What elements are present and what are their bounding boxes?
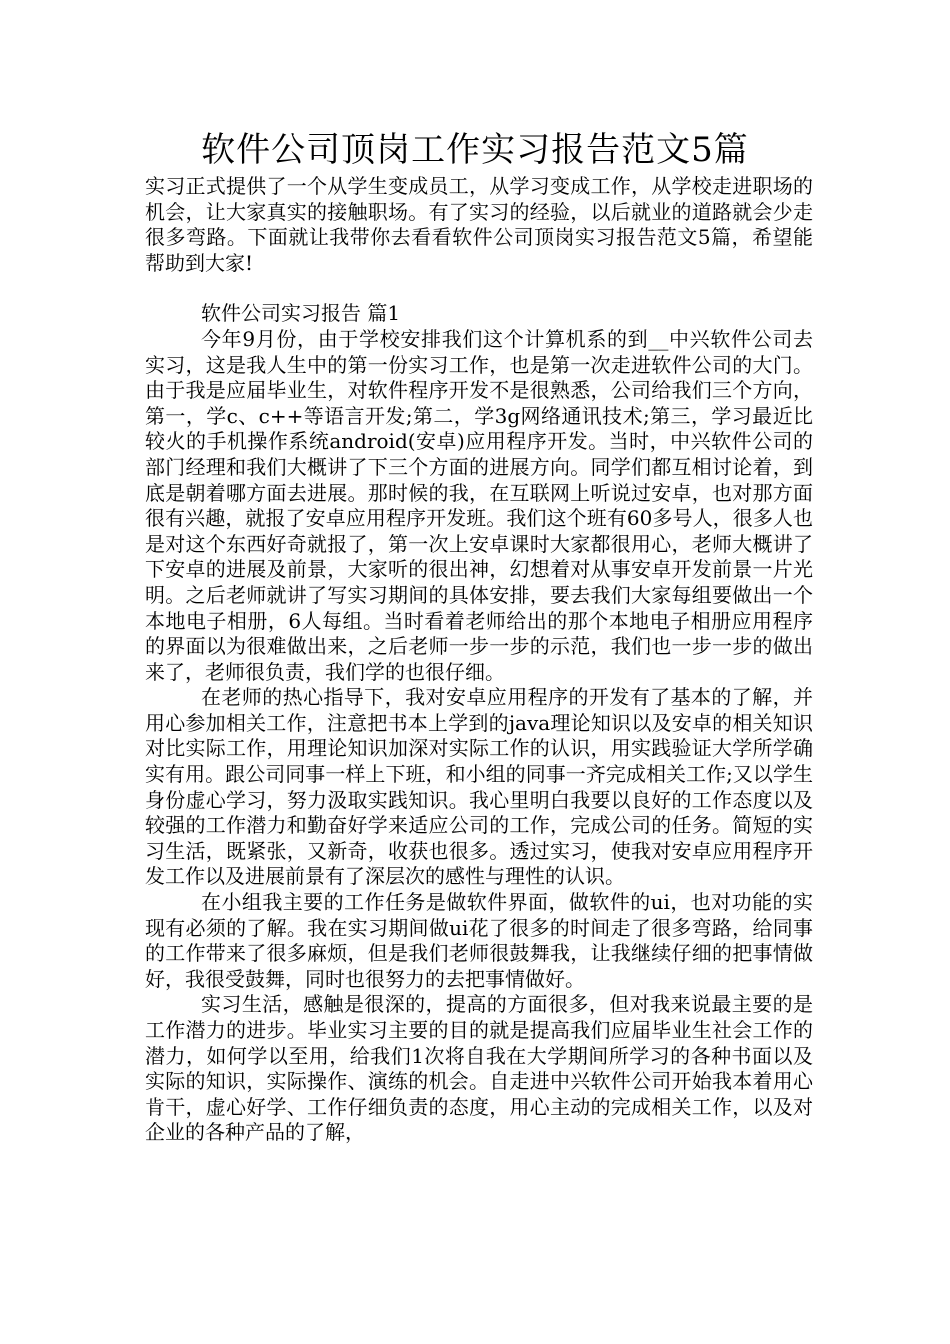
document-title: 软件公司顶岗工作实习报告范文5篇 — [201, 130, 749, 170]
intro-paragraph: 实习正式提供了一个从学生变成员工，从学习变成工作，从学校走进职场的机会，让大家真实的接触职场。有了实习的经验，以后就业的道路就会少走很多弯路。下面就让我带你去看看软件公司顶岗实习报告范文5篇，希望能帮助到大家! — [145, 174, 813, 275]
body-paragraph-3: 在小组我主要的工作任务是做软件界面，做软件的ui，也对功能的实现有必须的了解。我在实习期间做ui花了很多的时间走了很多弯路，给同事的工作带来了很多麻烦，但是我们老师很鼓舞我，让我继续仔细的把事情做好，我很受鼓舞，同时也很努力的去把事情做好。 — [145, 890, 813, 991]
section-heading: 软件公司实习报告 篇1 — [201, 301, 401, 326]
document-body — [145, 174, 813, 1146]
body-paragraph-1: 今年9月份，由于学校安排我们这个计算机系的到__中兴软件公司去实习，这是我人生中的第一份实习工作，也是第一次走进软件公司的大门。由于我是应届毕业生，对软件程序开发不是很熟悉，公司给我们三个方向，第一，学c、c++等语言开发;第二，学3g网络通讯技术;第三，学习最近比较火的手机操作系统android(安卓)应用程序开发。当时，中兴软件公司的部门经理和我们大概讲了下三个方面的进展方向。同学们都互相讨论着，到底是朝着哪方面去进展。那时候的我，在互联网上听说过安卓，也对那方面很有兴趣，就报了安卓应用程序开发班。我们这个班有60多号人，很多人也是对这个东西好奇就报了，第一次上安卓课时大家都很用心，老师大概讲了下安卓的进展及前景，大家听的很出神，幻想着对从事安卓开发前景一片光明。之后老师就讲了写实习期间的具体安排，要去我们大家每组要做出一个本地电子相册，6人每组。当时看着老师给出的那个本地电子相册应用程序的界面以为很难做出来，之后老师一步一步的示范，我们也一步一步的做出来了，老师很负责，我们学的也很仔细。 — [145, 326, 813, 684]
body-paragraph-2: 在老师的热心指导下，我对安卓应用程序的开发有了基本的了解，并用心参加相关工作，注意把书本上学到的java理论知识以及安卓的相关知识对比实际工作，用理论知识加深对实际工作的认识，用实践验证大学所学确实有用。跟公司同事一样上下班，和小组的同事一齐完成相关工作;又以学生身份虚心学习，努力汲取实践知识。我心里明白我要以良好的工作态度以及较强的工作潜力和勤奋好学来适应公司的工作，完成公司的任务。简短的实习生活，既紧张，又新奇，收获也很多。透过实习，使我对安卓应用程序开发工作以及进展前景有了深层次的感性与理性的认识。 — [145, 685, 813, 889]
body-paragraph-4: 实习生活，感触是很深的，提高的方面很多，但对我来说最主要的是工作潜力的进步。毕业实习主要的目的就是提高我们应届毕业生社会工作的潜力，如何学以至用，给我们1次将自我在大学期间所学习的各种书面以及实际的知识，实际操作、演练的机会。自走进中兴软件公司开始我本着用心肯干，虚心好学、工作仔细负责的态度，用心主动的完成相关工作，以及对企业的各种产品的了解， — [145, 992, 813, 1145]
